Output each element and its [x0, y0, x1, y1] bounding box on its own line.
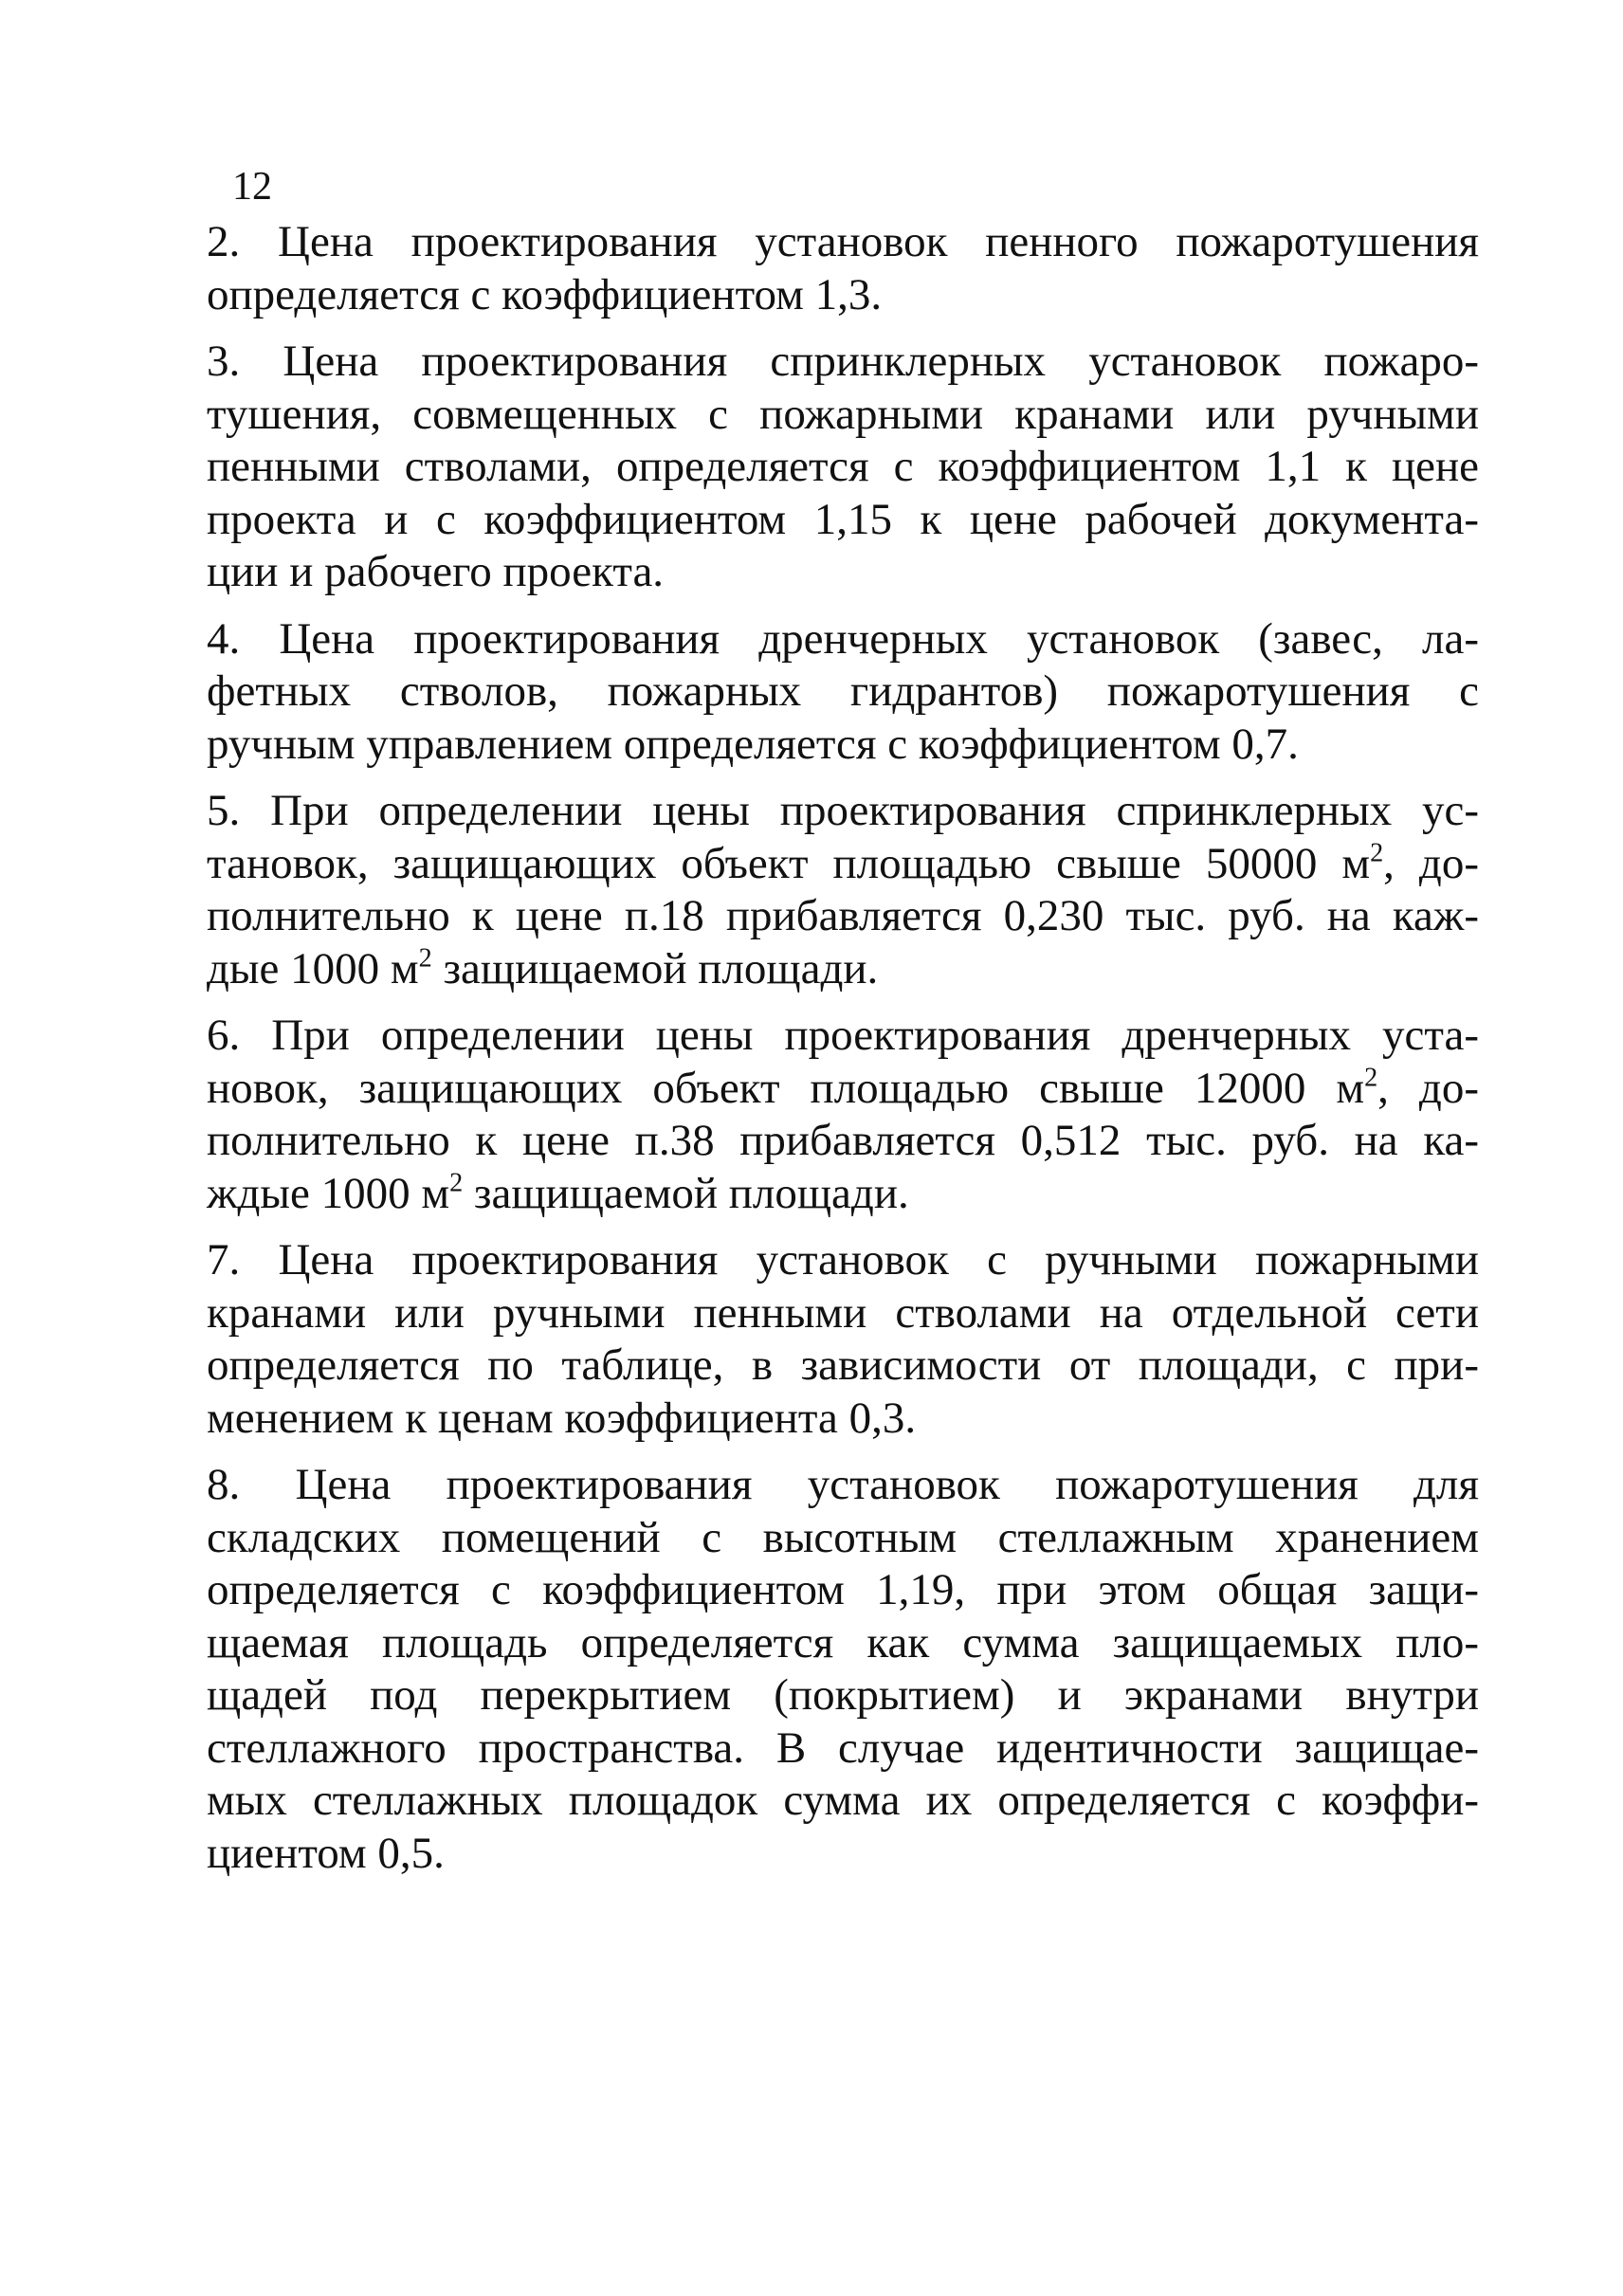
- paragraph-line: складских помещений с высотным стеллажным хранением: [207, 1512, 1479, 1562]
- paragraph-line: определяется с коэффициентом 1,3.: [207, 269, 883, 319]
- paragraph-line: фетных стволов, пожарных гидрантов) пожаротушения с: [207, 666, 1479, 716]
- superscript-two: 2: [1370, 838, 1384, 868]
- paragraph-line: определяется с коэффициентом 1,19, при этом общая защи-: [207, 1565, 1479, 1614]
- paragraph-line: кранами или ручными пенными стволами на отдельной сети: [207, 1287, 1479, 1338]
- paragraph-line: тушения, совмещенных с пожарными кранами или ручными: [207, 389, 1479, 439]
- paragraph-item-5: [207, 785, 1479, 995]
- paragraph-line: 2. Цена проектирования установок пенного пожаротушения: [207, 217, 1479, 266]
- paragraph-item-4: [207, 613, 1479, 772]
- paragraph-line: проекта и с коэффициентом 1,15 к цене рабочей документа-: [207, 494, 1479, 544]
- paragraph-line: полнительно к цене п.18 прибавляется 0,230 тыс. руб. на каж-: [207, 891, 1479, 940]
- paragraph-line: щаемая площадь определяется как сумма защищаемых пло-: [207, 1617, 1479, 1667]
- document-body: [207, 216, 1479, 1894]
- page-number: 12: [232, 165, 272, 209]
- paragraph-line: 6. При определении цены проектирования дренчерных уста-: [207, 1011, 1479, 1060]
- paragraph-line: 8. Цена проектирования установок пожаротушения для: [207, 1460, 1479, 1509]
- paragraph-item-8: [207, 1459, 1479, 1880]
- paragraph-item-3: [207, 336, 1479, 599]
- paragraph-line: пенными стволами, определяется с коэффициентом 1,1 к цене: [207, 442, 1479, 491]
- superscript-two: 2: [418, 943, 432, 974]
- paragraph-line: ции и рабочего проекта.: [207, 547, 665, 596]
- paragraph-line: циентом 0,5.: [207, 1828, 445, 1878]
- paragraph-line: 7. Цена проектирования установок с ручными пожарными: [207, 1235, 1479, 1285]
- paragraph-line: менением к ценам коэффициента 0,3.: [207, 1393, 917, 1443]
- paragraph-line: стеллажного пространства. В случае идентичности защищае-: [207, 1722, 1479, 1773]
- paragraph-item-6: [207, 1010, 1479, 1220]
- paragraph-line: тановок, защищающих объект площадью свыше 50000 $м^2$, до-: [207, 838, 1479, 888]
- paragraph-line: мых стеллажных площадок сумма их определяется с коэффи-: [207, 1776, 1479, 1825]
- paragraph-item-7: [207, 1234, 1479, 1445]
- paragraph-line: дые 1000 $м^2$ защищаемой площади.: [207, 943, 879, 993]
- paragraph-line: ждые 1000 $м^2$ защищаемой площади.: [207, 1168, 909, 1218]
- paragraph-line: полнительно к цене п.38 прибавляется 0,512 тыс. руб. на ка-: [207, 1116, 1479, 1165]
- superscript-two: 2: [449, 1168, 464, 1198]
- superscript-two: 2: [1364, 1063, 1378, 1093]
- paragraph-line: 5. При определении цены проектирования спринклерных ус-: [207, 786, 1479, 835]
- paragraph-line: щадей под перекрытием (покрытием) и экранами внутри: [207, 1670, 1479, 1720]
- paragraph-line: новок, защищающих объект площадью свыше 12000 $м^2$, до-: [207, 1063, 1479, 1113]
- paragraph-item-2: [207, 216, 1479, 321]
- paragraph-line: 4. Цена проектирования дренчерных установок (завес, ла-: [207, 613, 1479, 664]
- paragraph-line: 3. Цена проектирования спринклерных установок пожаро-: [207, 337, 1479, 386]
- paragraph-line: определяется по таблице, в зависимости от площади, с при-: [207, 1340, 1479, 1390]
- paragraph-line: ручным управлением определяется с коэффициентом 0,7.: [207, 719, 1299, 769]
